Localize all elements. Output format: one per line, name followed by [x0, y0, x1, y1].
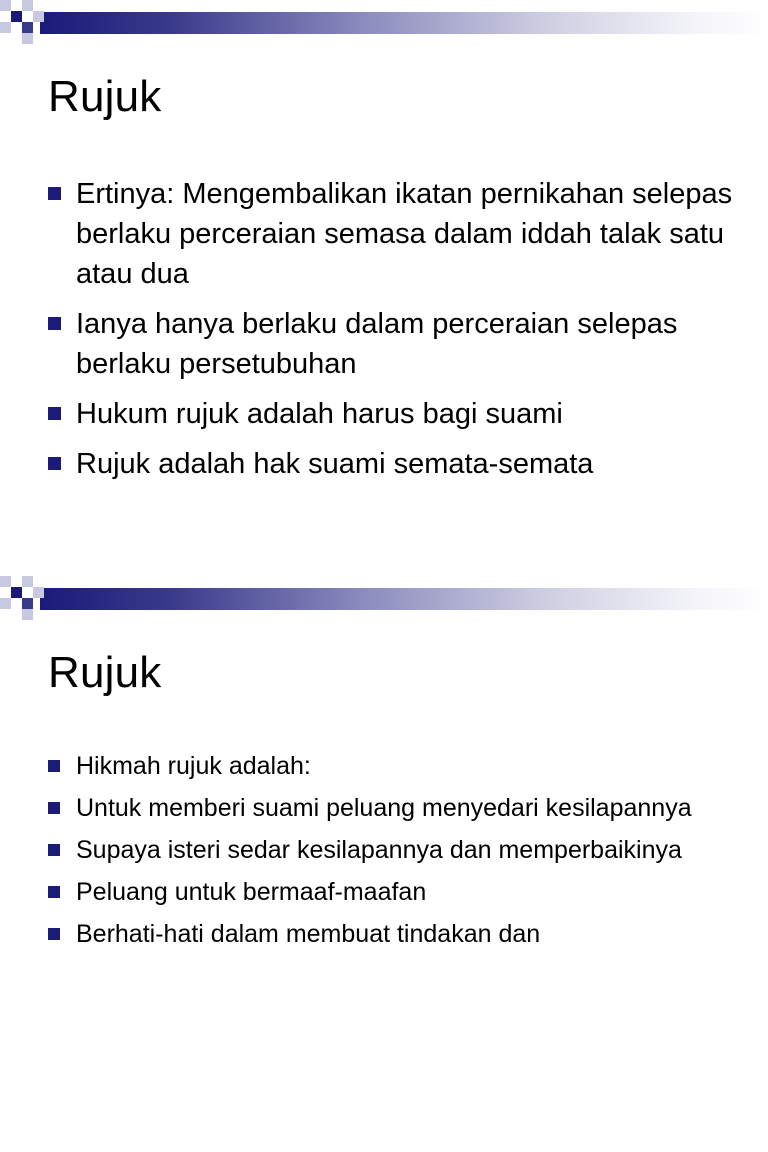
decorative-square [22, 576, 33, 587]
square-bullet-icon [48, 802, 60, 814]
decorative-square [0, 22, 11, 33]
bullet-text: Ertinya: Mengembalikan ikatan pernikahan selepas berlaku perceraian semasa dalam iddah talak satu atau dua [76, 178, 733, 290]
bullet-text: Peluang untuk bermaaf-maafan [76, 878, 427, 906]
square-bullet-icon [48, 886, 60, 898]
decorative-square [0, 598, 11, 609]
square-bullet-icon [48, 187, 61, 200]
decorative-square [11, 11, 22, 22]
list-item [48, 174, 738, 294]
bullet-text: Rujuk adalah hak suami semata-semata [76, 448, 594, 480]
decorative-square [33, 11, 44, 22]
bullet-list [48, 748, 738, 958]
square-bullet-icon [48, 407, 61, 420]
list-item [48, 394, 738, 434]
decorative-square [0, 576, 11, 587]
decorative-square [0, 0, 11, 11]
decorative-square [22, 0, 33, 11]
slide-2 [0, 576, 768, 1152]
square-bullet-icon [48, 317, 61, 330]
list-item [48, 832, 738, 868]
decorative-square [22, 598, 33, 609]
square-bullet-icon [48, 760, 60, 772]
square-bullet-icon [48, 844, 60, 856]
square-bullet-icon [48, 928, 60, 940]
gradient-bar [40, 12, 768, 34]
decorative-square [11, 587, 22, 598]
slide-header-banner [0, 0, 768, 52]
list-item [48, 444, 738, 484]
list-item [48, 304, 738, 384]
slide-title: Rujuk [48, 648, 162, 697]
bullet-text: Untuk memberi suami peluang menyedari kesilapannya [76, 794, 692, 822]
slide-header-banner [0, 576, 768, 628]
decorative-square [33, 587, 44, 598]
square-bullet-icon [48, 457, 61, 470]
bullet-text: Supaya isteri sedar kesilapannya dan memperbaikinya [76, 836, 682, 864]
decorative-square [22, 609, 33, 620]
slide-title: Rujuk [48, 72, 162, 121]
list-item [48, 790, 738, 826]
bullet-list [48, 174, 738, 494]
bullet-text: Berhati-hati dalam membuat tindakan dan [76, 920, 541, 948]
gradient-bar [40, 588, 768, 610]
decorative-square [22, 22, 33, 33]
list-item [48, 748, 738, 784]
bullet-text: Hukum rujuk adalah harus bagi suami [76, 398, 563, 430]
bullet-text: Hikmah rujuk adalah: [76, 752, 311, 780]
list-item [48, 874, 738, 910]
decorative-square [22, 33, 33, 44]
list-item [48, 916, 738, 952]
bullet-text: Ianya hanya berlaku dalam perceraian selepas berlaku persetubuhan [76, 308, 678, 380]
